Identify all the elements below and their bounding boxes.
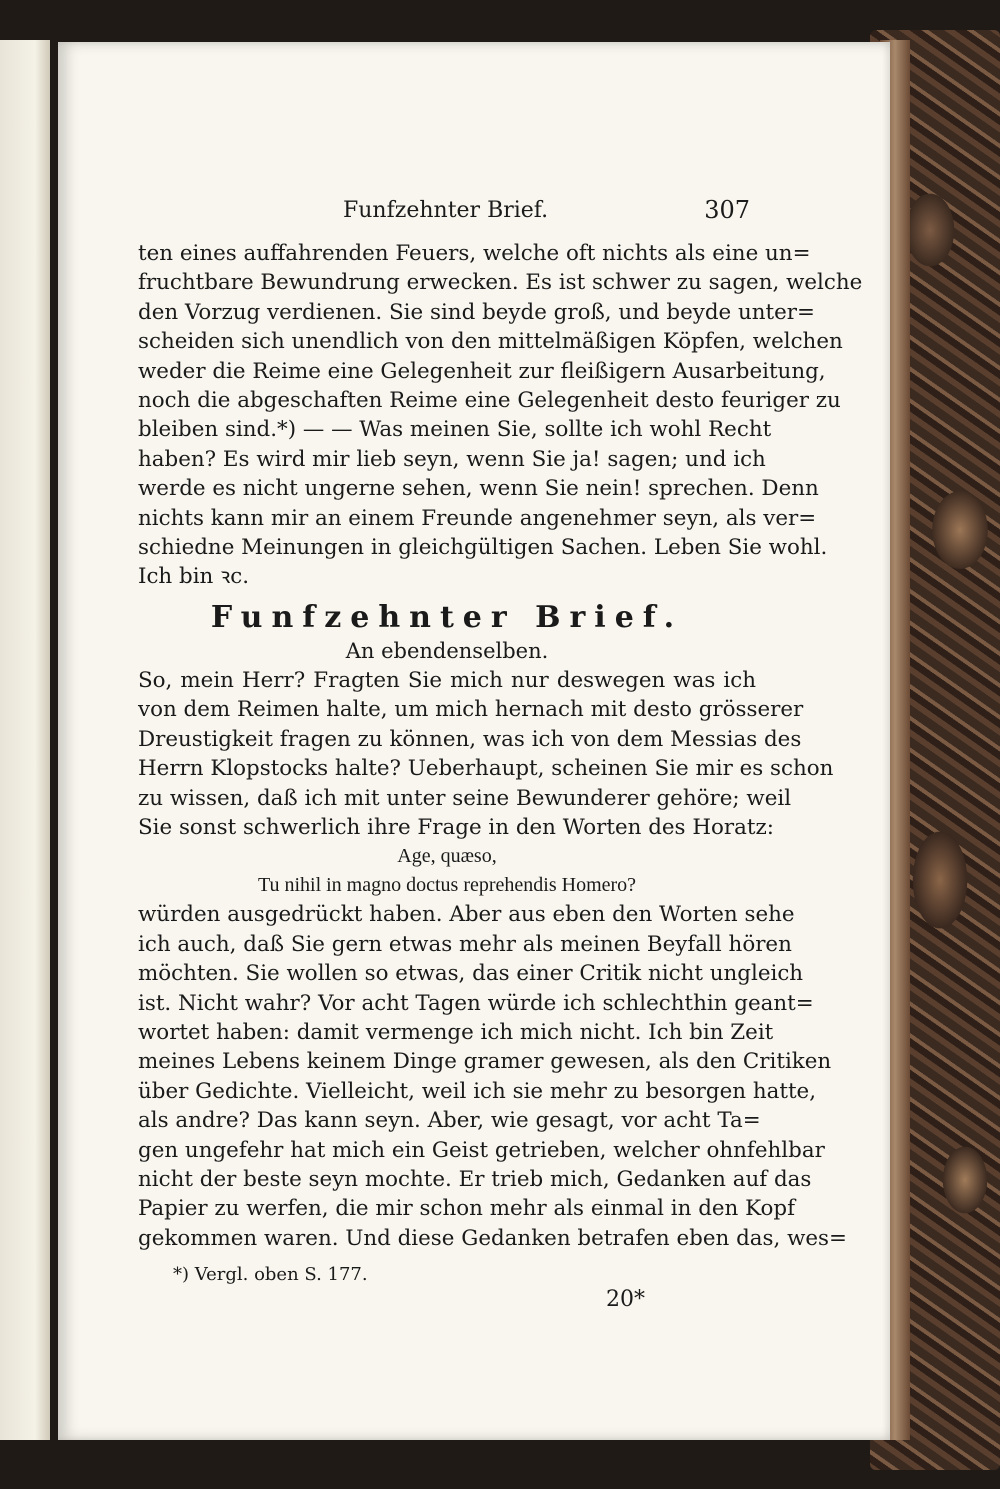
text-line: wortet haben: damit vermenge ich mich nicht. Ich bin Zeit — [138, 1019, 774, 1045]
text-line: zu wissen, daß ich mit unter seine Bewunderer gehöre; weil — [138, 785, 792, 811]
footnote: *) Vergl. oben S. 177. — [173, 1264, 368, 1285]
text-line: ist. Nicht wahr? Vor acht Tagen würde ich schlechthin geant= — [138, 990, 814, 1016]
text-line: gen ungefehr hat mich ein Geist getrieben, welcher ohnfehlbar — [138, 1137, 825, 1163]
page-number: 307 — [704, 196, 750, 224]
text-line: Herrn Klopstocks halte? Ueberhaupt, scheinen Sie mir es schon — [138, 756, 834, 782]
latin-quote-line-1: Age, quæso, — [397, 845, 497, 868]
text-line: ten eines auffahrenden Feuers, welche oft nichts als eine un= — [138, 241, 811, 266]
latin-quote-line-2: Tu nihil in magno doctus reprehendis Homero? — [257, 874, 637, 897]
text-line: Sie sonst schwerlich ihre Frage in den Worten des Horatz: — [138, 814, 774, 840]
text-line: Papier zu werfen, die mir schon mehr als einmal in den Kopf — [138, 1196, 796, 1222]
page-header — [58, 192, 890, 232]
text-line: als andre? Das kann seyn. Aber, wie gesagt, vor acht Ta= — [138, 1108, 761, 1134]
page-body — [138, 239, 863, 1253]
signature-mark: 20* — [606, 1287, 645, 1312]
text-line: meines Lebens keinem Dinge gramer gewesen, als den Critiken — [138, 1049, 832, 1075]
text-line: haben? Es wird mir lieb seyn, wenn Sie ja! sagen; und ich — [138, 446, 766, 472]
text-line: von dem Reimen halte, um mich hernach mit desto grösserer — [138, 697, 804, 723]
text-line: So, mein Herr? Fragten Sie mich nur deswegen was ich — [138, 667, 756, 693]
text-line: würden ausgedrückt haben. Aber aus eben den Worten sehe — [138, 902, 795, 928]
text-line: bleiben sind.*) — — Was meinen Sie, sollte ich wohl Recht — [138, 417, 772, 443]
text-line: Dreustigkeit fragen zu können, was ich von dem Messias des — [138, 726, 802, 752]
text-line: gekommen waren. Und diese Gedanken betrafen eben das, wes= — [138, 1225, 847, 1251]
facing-page-edge — [0, 40, 50, 1440]
book-page — [58, 42, 890, 1440]
letter-subheading: An ebendenselben. — [345, 638, 549, 663]
text-line: fruchtbare Bewundrung erwecken. Es ist schwer zu sagen, welche — [138, 270, 863, 296]
running-title: Funfzehnter Brief. — [343, 198, 549, 223]
text-line: möchten. Sie wollen so etwas, das einer Critik nicht ungleich — [138, 961, 804, 987]
text-line: weder die Reime eine Gelegenheit zur fleißigern Ausarbeitung, — [138, 358, 826, 384]
text-line: schiedne Meinungen in gleichgültigen Sachen. Leben Sie wohl. — [138, 535, 828, 561]
letter-heading: Funfzehnter Brief. — [210, 599, 684, 635]
text-line: Ich bin ꝛc. — [138, 564, 250, 590]
text-line: über Gedichte. Vielleicht, weil ich sie mehr zu besorgen hatte, — [138, 1078, 817, 1104]
text-line: nichts kann mir an einem Freunde angenehmer seyn, als ver= — [138, 505, 817, 531]
text-line: nicht der beste seyn mochte. Er trieb mich, Gedanken auf das — [138, 1166, 812, 1192]
text-line: den Vorzug verdienen. Sie sind beyde groß, und beyde unter= — [138, 299, 815, 325]
text-line: scheiden sich unendlich von den mittelmäßigen Köpfen, welchen — [138, 329, 843, 355]
text-line: ich auch, daß Sie gern etwas mehr als meinen Beyfall hören — [138, 931, 792, 957]
text-line: noch die abgeschaften Reime eine Gelegenheit desto feuriger zu — [138, 388, 841, 414]
text-line: werde es nicht ungerne sehen, wenn Sie nein! sprechen. Denn — [138, 476, 819, 502]
